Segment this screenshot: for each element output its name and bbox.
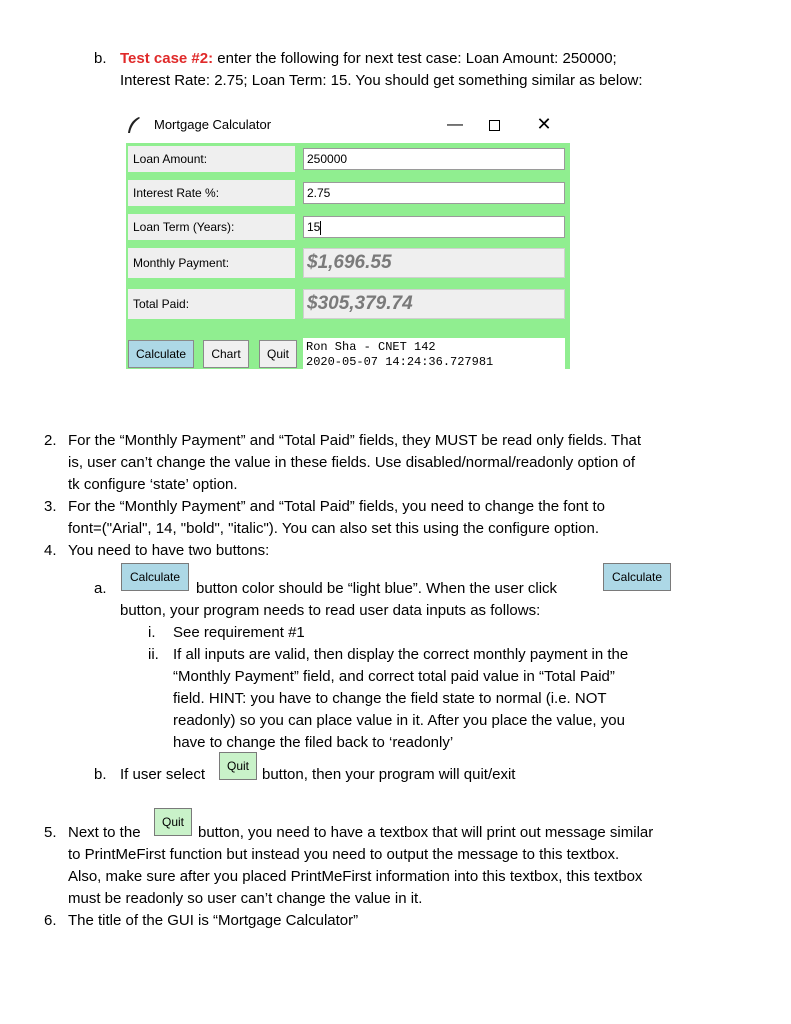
item-4b-marker: b. [94,766,107,783]
minimize-button[interactable]: — [447,116,463,133]
item-6-text: The title of the GUI is “Mortgage Calculator” [68,912,359,929]
interest-rate-input[interactable]: 2.75 [303,182,565,204]
test-case-marker: b. [94,50,107,67]
item-ii-line-5: have to change the filed back to ‘readonly’ [173,734,454,751]
close-button[interactable]: ✕ [536,114,552,134]
mortgage-calculator-window [120,109,570,369]
monthly-payment-field: $1,696.55 [303,248,565,278]
window-title-bar [120,109,570,141]
test-case-instructions: enter the following for next test case: Loan Amount: 250000; [213,50,617,67]
message-line-2: 2020-05-07 14:24:36.727981 [306,355,494,369]
item-5-line-2: to PrintMeFirst function but instead you need to output the message to this textbox. [68,846,620,863]
text-cursor [320,221,321,235]
quit-button[interactable]: Quit [259,340,297,368]
window-body [126,143,570,369]
message-line-1: Ron Sha - CNET 142 [306,340,436,354]
item-4b-text-post: button, then your program will quit/exit [262,766,516,783]
loan-term-input[interactable] [303,216,565,238]
loan-amount-label: Loan Amount: [128,146,295,172]
feather-icon [126,116,142,134]
total-paid-label: Total Paid: [128,289,295,319]
item-2-line-3: tk configure ‘state’ option. [68,476,238,493]
item-ii-line-3: field. HINT: you have to change the field state to normal (i.e. NOT [173,690,607,707]
calculate-button-image: Calculate [121,563,189,591]
item-ii-line-4: readonly) so you can place value in it. After you place the value, you [173,712,625,729]
item-ii-marker: ii. [148,646,159,663]
item-4b-text-pre: If user select [120,766,206,783]
item-2-line-1: For the “Monthly Payment” and “Total Paid” fields, they MUST be read only fields. That [68,432,642,449]
item-2-line-2: is, user can’t change the value in these fields. Use disabled/normal/readonly option of [68,454,636,471]
item-5-text-pre: Next to the [68,824,141,841]
item-5-number: 5. [44,824,57,841]
test-case-label: Test case #2: [120,50,214,67]
item-i-marker: i. [148,624,156,641]
item-3-number: 3. [44,498,57,515]
item-4a-line-1: button color should be “light blue”. When the user click [196,580,558,597]
loan-amount-input[interactable]: 250000 [303,148,565,170]
item-i-text: See requirement #1 [173,624,305,641]
item-4-text: You need to have two buttons: [68,542,270,559]
chart-button[interactable]: Chart [203,340,249,368]
item-4a-line-2: button, your program needs to read user data inputs as follows: [120,602,541,619]
loan-term-value: 15 [307,220,321,234]
item-4a-marker: a. [94,580,107,597]
item-5-line-3: Also, make sure after you placed PrintMeFirst information into this textbox, this textbox [68,868,643,885]
item-3-line-2: font=("Arial", 14, "bold", "italic"). You can also set this using the configure option. [68,520,600,537]
item-2-number: 2. [44,432,57,449]
total-paid-field: $305,379.74 [303,289,565,319]
item-6-number: 6. [44,912,57,929]
item-5-line-4: must be readonly so user can’t change the value in it. [68,890,423,907]
item-ii-line-2: “Monthly Payment” field, and correct total paid value in “Total Paid” [173,668,615,685]
maximize-button[interactable] [489,120,500,131]
calculate-button-image-2: Calculate [603,563,671,591]
calculate-button[interactable]: Calculate [128,340,194,368]
item-4-number: 4. [44,542,57,559]
interest-rate-label: Interest Rate %: [128,180,295,206]
quit-button-image-2: Quit [154,808,192,836]
quit-button-image: Quit [219,752,257,780]
test-case-line-1 [120,48,617,70]
window-title: Mortgage Calculator [154,117,272,132]
monthly-payment-label: Monthly Payment: [128,248,295,278]
item-5-line-1: button, you need to have a textbox that will print out message similar [198,824,654,841]
loan-term-label: Loan Term (Years): [128,214,295,240]
test-case-line-2: Interest Rate: 2.75; Loan Term: 15. You should get something similar as below: [120,72,643,89]
message-textbox [303,338,565,372]
item-ii-line-1: If all inputs are valid, then display the correct monthly payment in the [173,646,629,663]
item-3-line-1: For the “Monthly Payment” and “Total Paid” fields, you need to change the font to [68,498,605,515]
